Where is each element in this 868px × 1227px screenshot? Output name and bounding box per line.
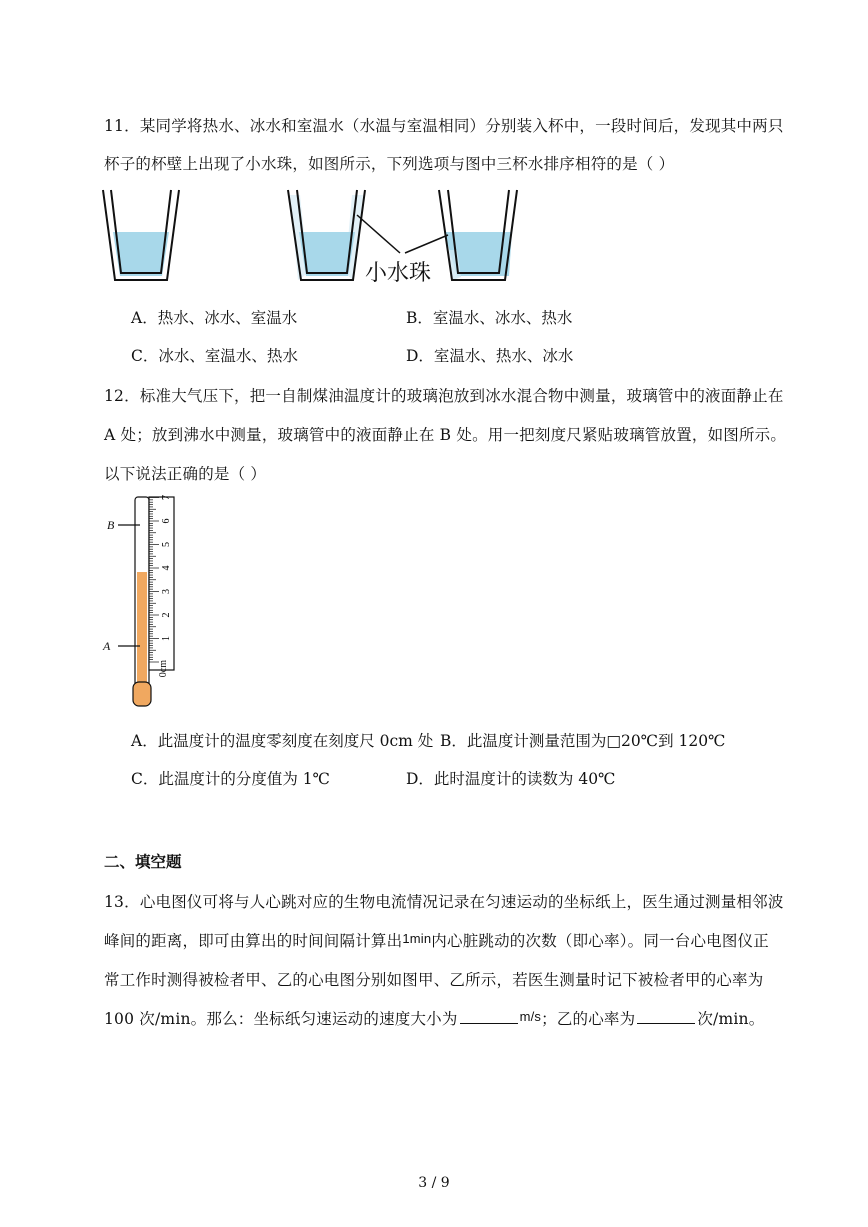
q12-option-b: B．此温度计测量范围为□20℃到 120℃ — [440, 732, 726, 750]
q12-option-d: D．此时温度计的读数为 40℃ — [406, 770, 616, 788]
cups-figure — [95, 185, 545, 285]
q12-option-a: A．此温度计的温度零刻度在刻度尺 0cm 处 — [131, 732, 434, 750]
mark-a-label: A — [103, 639, 111, 653]
q12-option-c: C．此温度计的分度值为 1℃ — [131, 770, 330, 788]
mark-b-label: B — [107, 518, 115, 532]
q11-option-a: A．热水、冰水、室温水 — [131, 309, 298, 327]
q12-line-2: A 处；放到沸水中测量，玻璃管中的液面静止在 B 处。用一把刻度尺紧贴玻璃管放置，如图所示。 — [104, 426, 787, 444]
q12-line-1: 12．标准大气压下，把一自制煤油温度计的玻璃泡放到冰水混合物中测量，玻璃管中的液面静止在 — [104, 387, 784, 405]
q13-line-4 — [104, 1007, 764, 1029]
q13-line-2 — [104, 929, 769, 951]
q13-line-2-part-a: 峰间的距离，即可由算出的时间间隔计算出 — [104, 932, 403, 950]
page-number: 3 / 9 — [418, 1175, 450, 1191]
ruler-zero-label: 0cm — [158, 660, 169, 678]
thermometer-figure — [100, 492, 190, 714]
pointer-line-1 — [357, 215, 400, 253]
ruler-number: 5 — [161, 542, 172, 547]
q11-line-2: 杯子的杯壁上出现了小水珠，如图所示，下列选项与图中三杯水排序相符的是（ ） — [104, 155, 675, 173]
q11-option-c: C．冰水、室温水、热水 — [131, 347, 298, 365]
cup-hot-water — [103, 190, 179, 280]
q13-line-4-part-c: 次/min。 — [697, 1010, 765, 1028]
q13-line-1: 13．心电图仪可将与人心跳对应的生物电流情况记录在匀速运动的坐标纸上，医生通过测量相邻波 — [104, 893, 784, 911]
ruler-number: 7 — [161, 495, 172, 500]
cup-room-water — [439, 190, 517, 280]
q11-option-d: D．室温水、热水、冰水 — [406, 347, 574, 365]
water-droplet-label: 小水珠 — [365, 260, 432, 285]
answer-blank-speed[interactable] — [460, 1009, 518, 1024]
thermometer-bulb — [133, 682, 151, 706]
section-title: 二、填空题 — [104, 852, 182, 871]
answer-blank-heart-rate[interactable] — [637, 1009, 695, 1024]
q12-line-3: 以下说法正确的是（ ） — [104, 465, 267, 483]
q11-line-1: 11．某同学将热水、冰水和室温水（水温与室温相同）分别装入杯中，一段时间后，发现其中两只 — [104, 117, 784, 135]
q13-line-2-part-b: 内心脏跳动的次数（即心率）。同一台心电图仪正 — [431, 932, 769, 950]
ruler-number: 6 — [161, 518, 172, 524]
q13-unit-ms: m/s — [519, 1009, 542, 1024]
ruler-number: 1 — [161, 636, 172, 641]
q13-line-4-part-a: 100 次/min。那么：坐标纸匀速运动的速度大小为 — [104, 1010, 458, 1028]
ruler-number: 2 — [161, 612, 172, 618]
q13-line-3: 常工作时测得被检者甲、乙的心电图分别如图甲、乙所示，若医生测量时记下被检者甲的心率为 — [104, 971, 764, 989]
q13-unit-min: 1min — [402, 931, 432, 946]
kerosene-column — [137, 572, 147, 697]
pointer-line-2 — [405, 235, 448, 253]
cup-ice-water — [288, 190, 365, 280]
ruler-number: 3 — [161, 589, 172, 594]
ruler-number: 4 — [161, 565, 172, 571]
q13-line-4-part-b: ；乙的心率为 — [541, 1010, 636, 1028]
q11-option-b: B．室温水、冰水、热水 — [406, 309, 573, 327]
